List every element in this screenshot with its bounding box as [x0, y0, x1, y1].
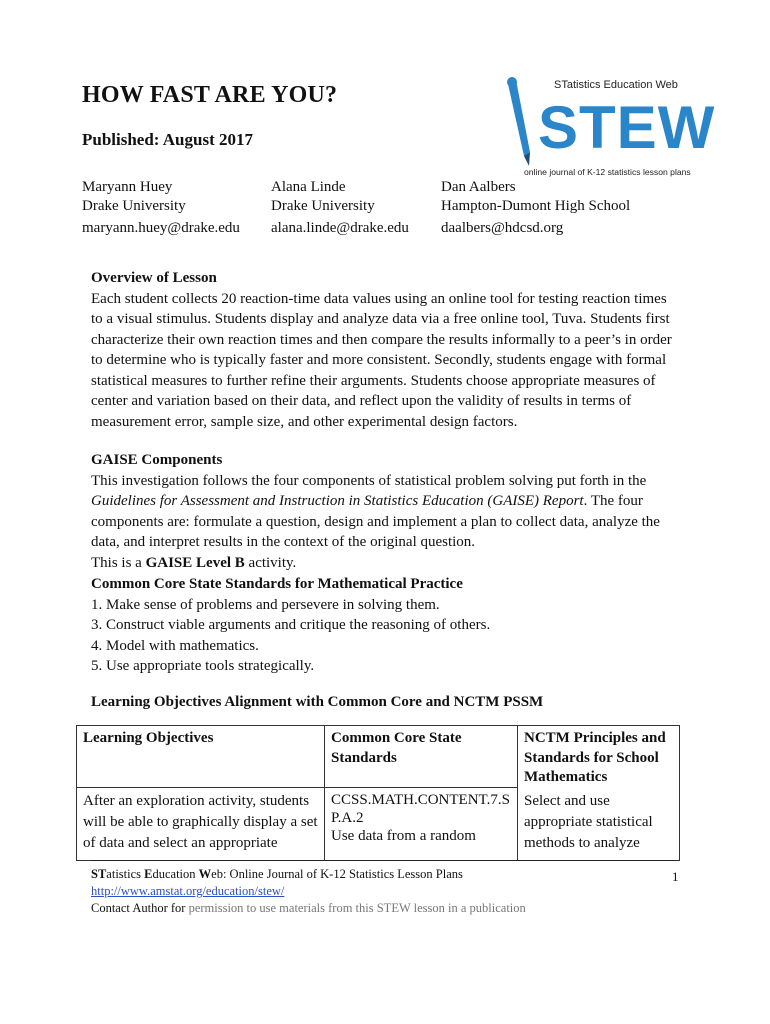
gaise-heading: GAISE Components	[91, 452, 223, 468]
ccss-code: CCSS.MATH.CONTENT.7.SP.A.2	[331, 792, 510, 826]
footer	[91, 866, 526, 917]
author-email[interactable]: alana.linde@drake.edu	[271, 220, 409, 236]
gaise-report-title: Guidelines for Assessment and Instruction in Statistics Education (GAISE) Report	[91, 493, 584, 509]
ccss-section	[91, 574, 681, 677]
stew-logo-graphic	[502, 76, 716, 186]
author-email[interactable]: maryann.huey@drake.edu	[82, 220, 240, 236]
gaise-text-start: This investigation follows the four components of statistical problem solving put forth in the	[91, 472, 647, 489]
list-item	[91, 615, 681, 636]
author-1	[82, 178, 240, 238]
list-item	[91, 595, 681, 616]
gaise-level: GAISE Level B	[145, 554, 245, 571]
logo-subtitle: online journal of K-12 statistics lesson plans	[524, 167, 691, 177]
list-item	[91, 636, 681, 657]
column-header: NCTM Principles and Standards for School Mathematics	[518, 726, 680, 788]
footer-journal	[91, 866, 526, 883]
contact-prefix: Contact Author for	[91, 901, 189, 915]
page-title: HOW FAST ARE YOU?	[82, 82, 338, 108]
footer-divider	[91, 860, 675, 861]
overview-section	[91, 268, 681, 432]
author-name: Dan Aalbers	[441, 179, 516, 195]
item-text: Use appropriate tools strategically.	[106, 658, 315, 674]
ccss-list	[91, 595, 681, 677]
pencil-icon	[507, 77, 530, 166]
author-affiliation: Hampton-Dumont High School	[441, 198, 631, 214]
journal-rest: eb: Online Journal of K-12 Statistics Lesson Plans	[211, 867, 463, 881]
objectives-table	[76, 725, 680, 861]
published-date: Published: August 2017	[82, 130, 253, 149]
table-header-row	[77, 726, 680, 788]
item-text: Make sense of problems and persevere in solving them.	[106, 596, 440, 613]
footer-contact	[91, 900, 526, 917]
item-number: 3.	[91, 617, 103, 633]
overview-heading: Overview of Lesson	[91, 270, 217, 286]
ccss-heading: Common Core State Standards for Mathematical Practice	[91, 576, 463, 592]
author-email[interactable]: daalbers@hdcsd.org	[441, 220, 564, 236]
journal-e: E	[144, 867, 153, 881]
journal-st: ST	[91, 867, 107, 881]
journal-w: W	[198, 867, 212, 881]
page-number: 1	[672, 869, 679, 884]
gaise-body	[91, 471, 681, 553]
table-cell: After an exploration activity, students will be able to graphically display a set of data and select an appropriate	[77, 788, 325, 861]
gaise-text-end: . The four components are: formulate a question, design and implement a plan to collect data, analyze the data, and interpret results in the context of the original question.	[91, 493, 660, 550]
objectives-heading: Learning Objectives Alignment with Common Core and NCTM PSSM	[91, 694, 544, 710]
table-cell	[325, 788, 518, 861]
logo-tagline: STatistics Education Web	[554, 79, 678, 91]
gaise-level-line	[91, 553, 681, 574]
contact-rest: permission to use materials from this STEW lesson in a publication	[188, 901, 526, 915]
journal-b: ducation	[152, 867, 199, 881]
ccss-text: Use data from a random	[331, 828, 476, 844]
author-3	[441, 178, 630, 238]
list-item	[91, 656, 681, 677]
stew-logo	[502, 76, 716, 186]
gaise-level-suffix: activity.	[244, 554, 297, 571]
author-affiliation: Drake University	[82, 198, 186, 214]
author-affiliation: Drake University	[271, 198, 375, 214]
gaise-level-prefix: This is a	[91, 554, 146, 571]
gaise-section	[91, 450, 681, 573]
table-row	[77, 788, 680, 861]
item-text: Construct viable arguments and critique the reasoning of others.	[106, 617, 491, 633]
logo-word: STEW	[538, 94, 716, 161]
item-number: 1.	[91, 596, 103, 613]
column-header: Common Core State Standards	[325, 726, 518, 788]
author-name: Alana Linde	[271, 179, 346, 195]
overview-body: Each student collects 20 reaction-time data values using an online tool for testing reaction times to a visual stimulus. Students display and analyze data via a free online tool, Tuva. Students first characterize their own reaction times and then compare the results informally to a peer’s in order to determine who is typically faster and more consistent. Secondly, students engage with formal statistical measures to further refine their arguments. Students choose appropriate measures of center and variation based on their data, and reflect upon the validity of results in terms of measurement error, sample size, and other experimental design factors.	[91, 290, 672, 430]
item-text: Model with mathematics.	[106, 637, 259, 654]
item-number: 4.	[91, 637, 103, 654]
item-number: 5.	[91, 658, 103, 674]
journal-a: atistics	[106, 867, 145, 881]
column-header: Learning Objectives	[77, 726, 325, 788]
journal-link[interactable]: http://www.amstat.org/education/stew/	[91, 884, 285, 898]
author-name: Maryann Huey	[82, 179, 173, 195]
author-2	[271, 178, 409, 238]
table-cell: Select and use appropriate statistical methods to analyze	[518, 788, 680, 861]
objectives-section	[91, 692, 681, 713]
